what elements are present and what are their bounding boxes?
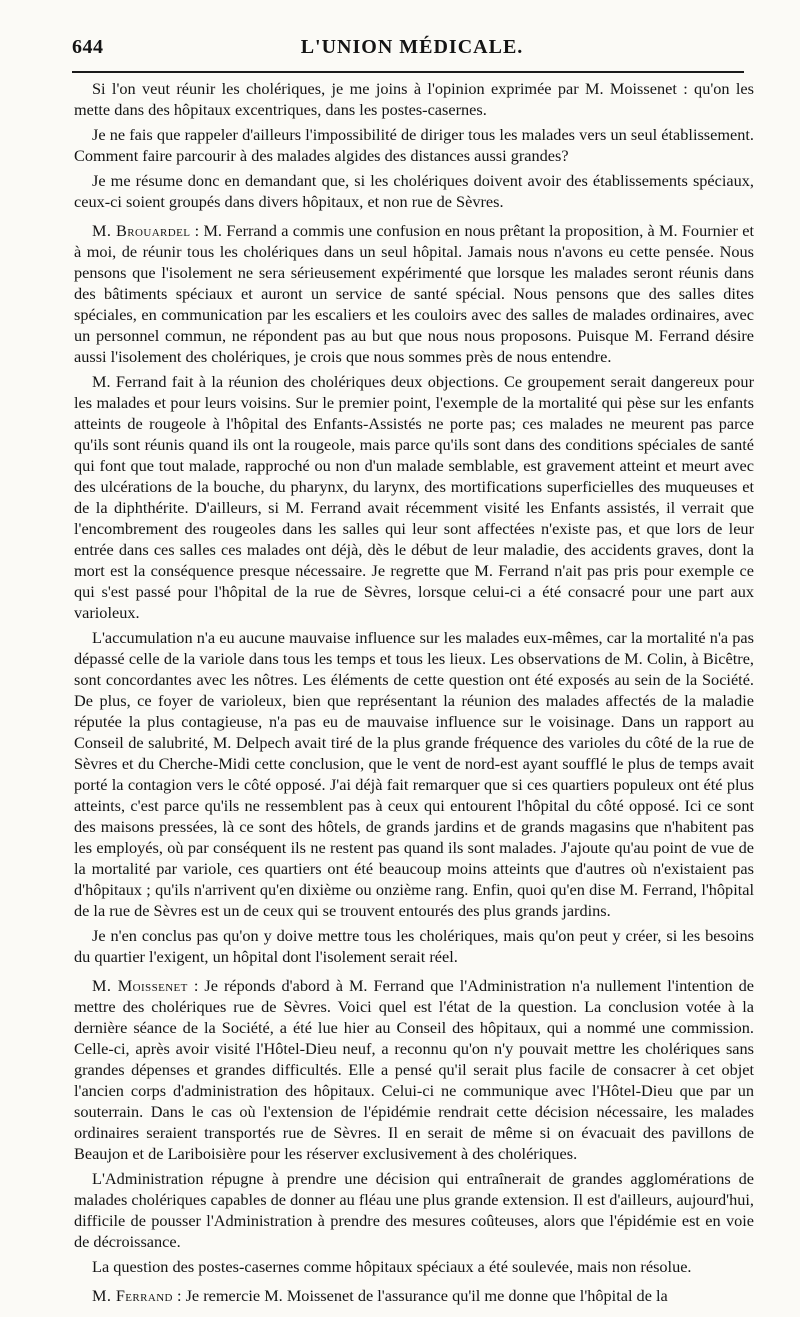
article-body: [74, 78, 754, 1310]
speech-paragraph: [74, 975, 754, 1164]
paragraph-text: Je n'en conclus pas qu'on y doive mettre tous les cholériques, mais qu'on peut y créer, si les besoins du quartier l'exigent, un hôpital dont l'isolement serait réel.: [74, 926, 754, 966]
paragraph-text: La question des postes-casernes comme hôpitaux spéciaux a été soulevée, mais non résolue.: [92, 1257, 692, 1276]
paragraph-text: L'accumulation n'a eu aucune mauvaise influence sur les malades eux-mêmes, car la mortalité n'a pas dépassé celle de la variole dans tous les temps et tous les lieux. Les observations de M. Colin, à Bicêtre, sont concordantes avec les nôtres. Les éléments de cette question ont été exposés au sein de la Société. De plus, ce foyer de varioleux, bien que représentant la réunion des malades affectés de la maladie réputée la plus contagieuse, n'a pas eu de mauvaise influence sur le voisinage. Dans un rapport au Conseil de salubrité, M. Delpech avait tiré de la plus grande fréquence des varioles du côté de la rue de Sèvres et du Cherche-Midi cette conclusion, que le vent de nord-est ayant soufflé le plus de temps avait porté la contagion vers le côté opposé. J'ai déjà fait remarquer que si ces quartiers populeux ont été plus atteints, c'est parce qu'ils ne ressemblent pas à ceux qui entourent l'hôpital du côté opposé. Ici ce sont des maisons pressées, là ce sont des hôtels, de grands jardins et de grands magasins que n'habitent pas les employés, où par conséquent ils ne restent pas quand ils sont malades. J'ajoute qu'au point de vue de la mortalité par variole, ces quartiers ont été beaucoup moins atteints que d'autres où n'existaient pas d'hôpitaux ; qu'ils n'arrivent qu'en dixième ou onzième rang. Enfin, quoi qu'en dise M. Ferrand, l'hôpital de la rue de Sèvres est un de ceux qui se trouvent entourés des plus grands jardins.: [74, 628, 754, 920]
running-header: [72, 34, 752, 68]
paragraph-text: Je ne fais que rappeler d'ailleurs l'impossibilité de diriger tous les malades vers un seul établissement. Comment faire parcourir à des malades algides des distances aussi grandes?: [74, 125, 754, 165]
paragraph: [74, 1168, 754, 1252]
paragraph: [74, 124, 754, 166]
header-rule: [72, 71, 744, 73]
paragraph-text: Si l'on veut réunir les cholériques, je me joins à l'opinion exprimée par M. Moissenet : qu'on les mette dans des hôpitaux excentriques, dans les postes-casernes.: [74, 79, 754, 119]
paragraph-text: Je me résume donc en demandant que, si les cholériques doivent avoir des établissements spéciaux, ceux-ci soient groupés dans divers hôpitaux, et non rue de Sèvres.: [74, 171, 754, 211]
paragraph-text: M. Ferrand fait à la réunion des cholériques deux objections. Ce groupement serait dangereux pour les malades et pour leurs voisins. Sur le premier point, l'exemple de la mortalité qui pèse sur les enfants atteints de rougeole à l'hôpital des Enfants-Assistés ne porte pas; ces malades ne meurent pas parce qu'ils sont réunis quand ils ont la rougeole, mais parce qu'ils sont dans des conditions spéciales de santé qui font que tout malade, rapproché ou non d'un malade semblable, est gravement atteint et meurt avec des ulcérations de la bouche, du pharynx, du larynx, des mortifications superficielles des muqueuses et de la diphthérite. D'ailleurs, si M. Ferrand avait récemment visité les Enfants assistés, il verrait que l'encombrement des rougeoles dans les salles qui leur sont affectées n'existe pas, et que lors de leur entrée dans ces salles ces malades ont déjà, dès le début de leur maladie, des accidents graves, dont la mort est la conséquence presque nécessaire. Je regrette que M. Ferrand n'ait pas pris pour exemple ce qui s'est passé pour l'hôpital de la rue de Sèvres, lorsque celui-ci a été consacré pour une part aux varioleux.: [74, 372, 754, 622]
paragraph: [74, 371, 754, 623]
paragraph: [74, 170, 754, 212]
paragraph-text: : M. Ferrand a commis une confusion en nous prêtant la proposition, à M. Fournier et à moi, de réunir tous les cholériques dans un seul hôpital. Jamais nous n'avons eu cette pensée. Nous pensons que l'isolement ne sera sérieusement expérimenté que lorsque les malades seront réunis dans des bâtiments spéciaux et auront un service de santé spécial. Nous pensons que des salles dites spéciales, en communication par les escaliers et les couloirs avec des salles de malades ordinaires, avec un personnel commun, ne répondent pas au but que nous nous proposons. Puisque M. Ferrand désire aussi l'isolement des cholériques, je crois que nous sommes près de nous entendre.: [74, 221, 754, 366]
paragraph: [74, 1256, 754, 1277]
paragraph-text: L'Administration répugne à prendre une décision qui entraînerait de grandes agglomérations de malades cholériques capables de donner au fléau une plus grande extension. Il est d'ailleurs, aujourd'hui, difficile de pousser l'Administration à prendre des mesures coûteuses, alors que l'épidémie est en voie de décroissance.: [74, 1169, 754, 1251]
page-number: 644: [72, 36, 104, 58]
paragraph-text: : Je remercie M. Moissenet de l'assurance qu'il me donne que l'hôpital de la: [172, 1286, 668, 1305]
speech-paragraph: [74, 220, 754, 367]
speaker-name: M. Ferrand: [92, 1286, 173, 1305]
speech-paragraph: [74, 1285, 754, 1306]
speaker-name: M. Moissenet: [92, 976, 188, 995]
paragraph: [74, 925, 754, 967]
paragraph: [74, 78, 754, 120]
journal-title: L'UNION MÉDICALE.: [300, 36, 524, 58]
paragraph: [74, 627, 754, 921]
speaker-name: M. Brouardel: [92, 221, 191, 240]
paragraph-text: : Je réponds d'abord à M. Ferrand que l'Administration n'a nullement l'intention de mettre des cholériques rue de Sèvres. Voici quel est l'état de la question. La conclusion votée à la dernière séance de la Société, a été lue hier au Conseil des hôpitaux, qui a nommé une commission. Celle-ci, après avoir visité l'Hôtel-Dieu neuf, a reconnu qu'on n'y pouvait mettre les cholériques sans grandes dépenses et grandes difficultés. Elle a pensé qu'il serait plus facile de consacrer à cet objet l'ancien corps d'administration des hôpitaux. Celui-ci ne communique avec l'Hôtel-Dieu que par un souterrain. Dans le cas où l'extension de l'épidémie rendrait cette décision nécessaire, les malades ordinaires seraient transportés rue de Sèvres. Il en serait de même si on évacuait des pavillons de Beaujon et de Lariboisière pour les réserver exclusivement à des cholériques.: [74, 976, 754, 1163]
